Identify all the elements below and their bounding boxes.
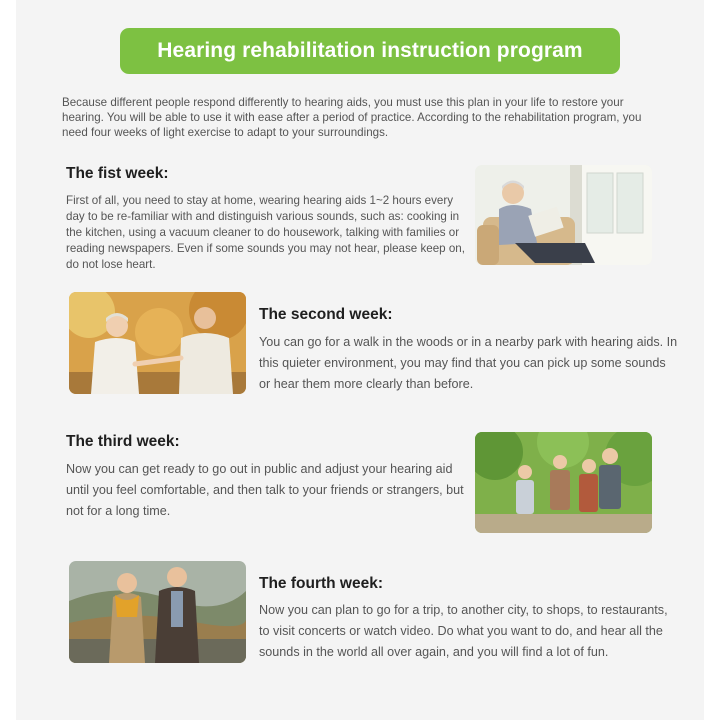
week-1-heading: The fist week: xyxy=(66,165,169,182)
week-2-heading: The second week: xyxy=(259,306,393,323)
title-banner xyxy=(120,28,620,74)
week-3-heading: The third week: xyxy=(66,433,180,450)
week-4-heading: The fourth week: xyxy=(259,575,384,592)
week-1-photo-man-reading xyxy=(475,165,652,265)
week-4-photo-couple-hiking xyxy=(69,561,246,663)
week-2-photo-couple-in-autumn-park xyxy=(69,292,246,394)
week-3-photo-seniors-walking-in-park xyxy=(475,432,652,533)
week-1-text: First of all, you need to stay at home, wearing hearing aids 1~2 hours every day to be re-familiar with and distinguish various sounds, such as: cooking in the kitchen, using a vacuum cleaner to do housework, talking with families or reading newspapers. Even if some sounds you may not hear, please keep on, do not lose heart. xyxy=(66,194,465,271)
week-2-text: You can go for a walk in the woods or in a nearby park with hearing aids. In this quieter environment, you may find that you can pick up some sounds or hear them more clearly than before. xyxy=(259,335,678,391)
page-title: Hearing rehabilitation instruction program xyxy=(157,39,583,62)
week-3-text: Now you can get ready to go out in public and adjust your hearing aid until you feel comfortable, and then talk to your friends or strangers, but not for a long time. xyxy=(66,462,464,518)
intro-paragraph: Because different people respond differently to hearing aids, you must use this plan in your life to restore your hearing. You will be able to use it with ease after a period of practice. According to the rehabilitation program, you need four weeks of light exercise to adapt to your surroundings. xyxy=(62,96,642,139)
week-4-text: Now you can plan to go for a trip, to another city, to shops, to restaurants, to visit concerts or watch video. Do what you want to do, and hear all the sounds in the world all over again, and you will find a lot of fun. xyxy=(259,603,668,659)
